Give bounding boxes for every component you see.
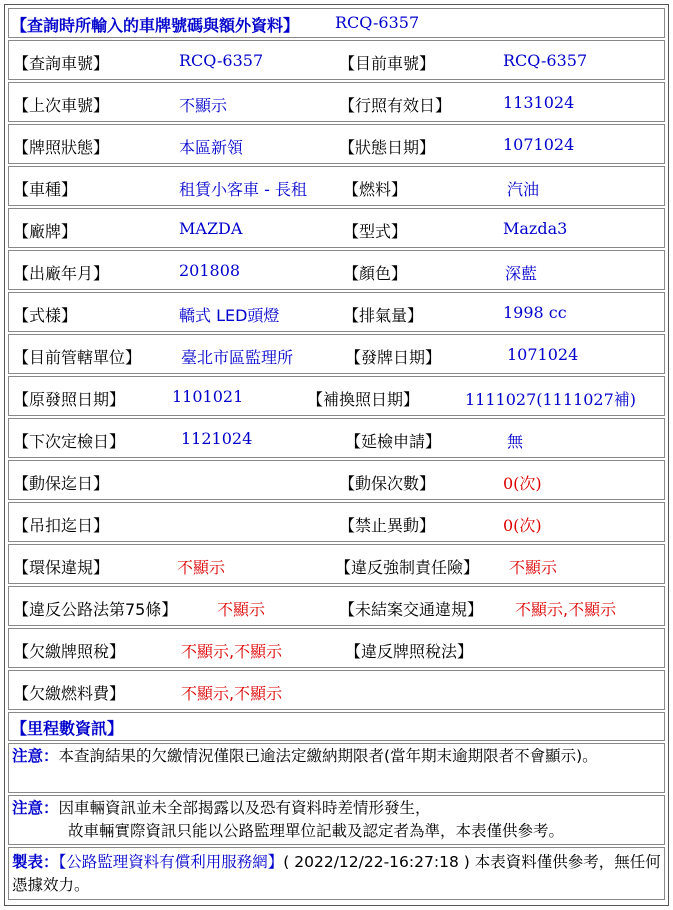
value-environmental-violation: 不顯示	[177, 558, 226, 577]
mileage-row	[8, 712, 665, 741]
label-query-plate: 【查詢車號】	[13, 54, 110, 73]
value-insurance-violation: 不顯示	[509, 558, 558, 577]
label-model: 【型式】	[343, 222, 408, 241]
row-3	[8, 166, 665, 206]
label-insurance-violation: 【違反強制責任險】	[335, 558, 480, 577]
footer-source: 【公路監理資料有償利用服務網】	[58, 853, 284, 871]
value-issue-date: 1071024	[507, 345, 579, 364]
row-12	[8, 544, 665, 584]
label-next-inspection: 【下次定檢日】	[13, 432, 126, 451]
label-previous-plate: 【上次車號】	[13, 96, 110, 115]
value-original-issue-date: 1101021	[172, 387, 244, 406]
label-environmental-violation: 【環保違規】	[13, 558, 110, 577]
row-5	[8, 250, 665, 290]
value-query-plate: RCQ-6357	[179, 51, 264, 70]
label-suspension-end: 【吊扣迄日】	[13, 516, 110, 535]
label-current-plate: 【目前車號】	[339, 54, 436, 73]
value-vehicle-type: 租賃小客車 - 長租	[179, 180, 307, 199]
row-8	[8, 376, 665, 416]
label-license-tax-violation: 【違反牌照稅法】	[345, 642, 474, 661]
label-unpaid-fuel-fee: 【欠繳燃料費】	[13, 684, 126, 703]
value-manufacture-date: 201808	[179, 261, 241, 280]
note2-row	[8, 795, 665, 845]
footer	[12, 851, 661, 897]
value-unpaid-license-tax: 不顯示,不顯示	[181, 642, 283, 661]
value-color: 深藍	[505, 264, 538, 283]
value-chattel-mortgage-count: 0(次)	[503, 474, 542, 493]
value-inspection-extension: 無	[507, 432, 524, 451]
label-jurisdiction: 【目前管轄單位】	[13, 348, 142, 367]
value-next-inspection: 1121024	[181, 429, 253, 448]
row-13	[8, 586, 665, 626]
label-plate-status: 【牌照狀態】	[13, 138, 110, 157]
value-displacement: 1998 cc	[503, 303, 567, 322]
label-body-style: 【式樣】	[13, 306, 78, 325]
value-current-plate: RCQ-6357	[503, 51, 588, 70]
label-license-expiry: 【行照有效日】	[339, 96, 452, 115]
label-status-date: 【狀態日期】	[339, 138, 436, 157]
note1-label: 注意：	[12, 747, 59, 765]
label-chattel-mortgage-count: 【動保次數】	[339, 474, 436, 493]
label-fuel: 【燃料】	[343, 180, 408, 199]
label-inspection-extension: 【延檢申請】	[345, 432, 442, 451]
note1-row	[8, 743, 665, 793]
row-15	[8, 670, 665, 710]
row-0	[8, 40, 665, 80]
label-displacement: 【排氣量】	[343, 306, 424, 325]
note2-line2: 故車輛實際資訊只能以公路監理單位記載及認定者為準，本表僅供參考。	[68, 822, 565, 840]
value-plate-status: 本區新領	[179, 138, 244, 157]
label-manufacture-date: 【出廠年月】	[13, 264, 110, 283]
value-open-traffic-violations: 不顯示,不顯示	[515, 600, 617, 619]
label-chattel-mortgage-end: 【動保迄日】	[13, 474, 110, 493]
value-model: Mazda3	[503, 219, 568, 238]
mileage-title: 【里程數資訊】	[11, 719, 124, 738]
label-issue-date: 【發牌日期】	[345, 348, 442, 367]
note2-label: 注意：	[12, 799, 59, 817]
footer-rest: ( 2022/12/22-16:27:18 ) 本表資料僅供參考，無任何憑據效力。	[12, 853, 661, 894]
footer-label: 製表：	[12, 853, 59, 871]
label-original-issue-date: 【原發照日期】	[13, 390, 126, 409]
row-2	[8, 124, 665, 164]
row-7	[8, 334, 665, 374]
value-reissue-date: 1111027(1111027補)	[465, 390, 637, 409]
header-row	[8, 8, 665, 38]
label-color: 【顏色】	[343, 264, 408, 283]
value-license-expiry: 1131024	[503, 93, 575, 112]
row-11	[8, 502, 665, 542]
label-unpaid-license-tax: 【欠繳牌照稅】	[13, 642, 126, 661]
label-open-traffic-violations: 【未結案交通違規】	[339, 600, 484, 619]
row-14	[8, 628, 665, 668]
value-transfer-prohibited: 0(次)	[503, 516, 542, 535]
row-9	[8, 418, 665, 458]
row-1	[8, 82, 665, 122]
note1-text: 本查詢結果的欠繳情況僅限已逾法定繳納期限者(當年期末逾期限者不會顯示)。	[58, 747, 598, 765]
value-unpaid-fuel-fee: 不顯示,不顯示	[181, 684, 283, 703]
label-reissue-date: 【補換照日期】	[307, 390, 420, 409]
value-highway-act-violation: 不顯示	[217, 600, 266, 619]
value-fuel: 汽油	[507, 180, 540, 199]
label-vehicle-type: 【車種】	[13, 180, 78, 199]
row-6	[8, 292, 665, 332]
row-4	[8, 208, 665, 248]
note2	[12, 797, 661, 843]
footer-row	[8, 847, 665, 900]
label-brand: 【廠牌】	[13, 222, 78, 241]
header-title: 【查詢時所輸入的車牌號碼與額外資料】	[11, 16, 300, 35]
row-10	[8, 460, 665, 500]
note2-line1: 因車輛資訊並未全部揭露以及恐有資料時差情形發生，	[58, 799, 431, 817]
header-plate: RCQ-6357	[335, 13, 420, 32]
label-transfer-prohibited: 【禁止異動】	[339, 516, 436, 535]
value-body-style: 轎式 LED頭燈	[179, 306, 280, 325]
value-brand: MAZDA	[179, 219, 243, 238]
value-status-date: 1071024	[503, 135, 575, 154]
value-previous-plate: 不顯示	[179, 96, 228, 115]
note1	[12, 745, 661, 768]
value-jurisdiction: 臺北市區監理所	[181, 348, 294, 367]
label-highway-act-violation: 【違反公路法第75條】	[13, 600, 178, 619]
